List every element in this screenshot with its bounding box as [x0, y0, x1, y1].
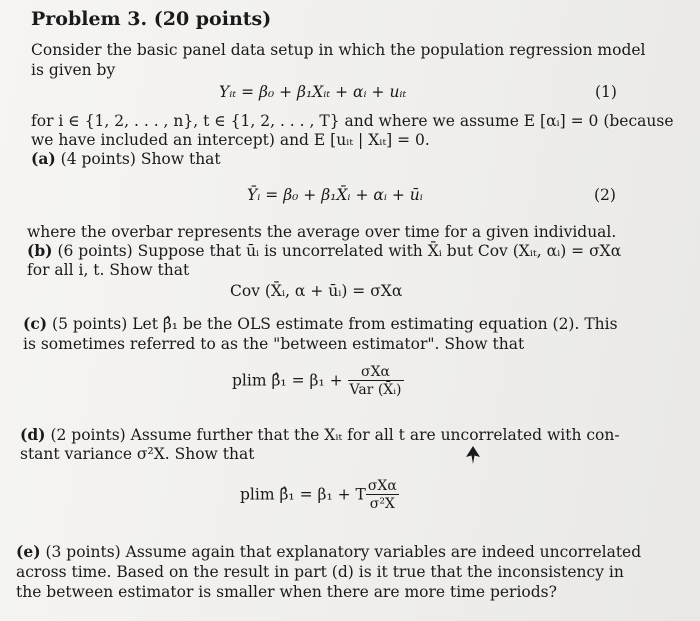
part-e-line-1: (e) (3 points) Assume again that explanatory variables are indeed uncorrelated [16, 542, 642, 561]
part-d-line-1: (d) (2 points) Assume further that the Xᵢₜ for all t are uncorrelated with con- [20, 425, 620, 444]
part-c-line-2: is sometimes referred to as the "between estimator". Show that [23, 335, 525, 353]
equation-c-denominator: Var (X̄ᵢ) [349, 382, 402, 398]
intro-line-2: is given by [31, 61, 116, 79]
intro-line-1: Consider the basic panel data setup in which the population regression model [31, 41, 646, 59]
condition-line-2: we have included an intercept) and E [uᵢₜ | Xᵢₜ] = 0. [31, 131, 430, 149]
part-a-prompt: (a) (4 points) Show that [31, 149, 221, 168]
part-e-line-2: across time. Based on the result in part (d) is it true that the inconsistency in [16, 563, 624, 581]
equation-c-numerator: σXα [361, 364, 390, 380]
condition-line-1: for i ∈ {1, 2, . . . , n}, t ∈ {1, 2, . . . , T} and where we assume E [αᵢ] = 0 (because [31, 112, 674, 130]
overbar-note: where the overbar represents the average over time for a given individual. [27, 223, 617, 241]
equation-1-number: (1) [595, 83, 617, 101]
equation-d-denominator: σ²X [366, 494, 399, 513]
equation-2-number: (2) [594, 186, 616, 204]
part-c-line-1: (c) (5 points) Let β̂₁ be the OLS estimate from estimating equation (2). This [23, 314, 618, 333]
part-d-line-2: stant variance σ²X. Show that [20, 445, 255, 463]
problem-title: Problem 3. (20 points) [31, 8, 272, 30]
equation-c: plim β̂₁ = β₁ + $\frac{\text{σXα}}{\text{Var (X̄ᵢ)}}$ [232, 364, 402, 398]
part-e-line-3: the between estimator is smaller when there are more time periods? [16, 583, 557, 601]
equation-d: plim β̂₁ = β₁ + T $\frac{\text{σXα}}{\text{σ²X}}$ [240, 478, 397, 512]
equation-d-numerator: σXα [367, 478, 397, 494]
part-b-line-1: (b) (6 points) Suppose that ūᵢ is uncorrelated with X̄ᵢ but Cov (Xᵢₜ, αᵢ) = σXα [27, 241, 622, 260]
mouse-cursor-icon [466, 446, 480, 464]
part-b-line-2: for all i, t. Show that [27, 261, 190, 279]
equation-2: Ȳᵢ = β₀ + β₁X̄ᵢ + αᵢ + ūᵢ [247, 186, 423, 204]
equation-b: Cov (X̄ᵢ, α + ūᵢ) = σXα [230, 282, 403, 300]
equation-1: Yᵢₜ = β₀ + β₁Xᵢₜ + αᵢ + uᵢₜ [219, 83, 407, 101]
